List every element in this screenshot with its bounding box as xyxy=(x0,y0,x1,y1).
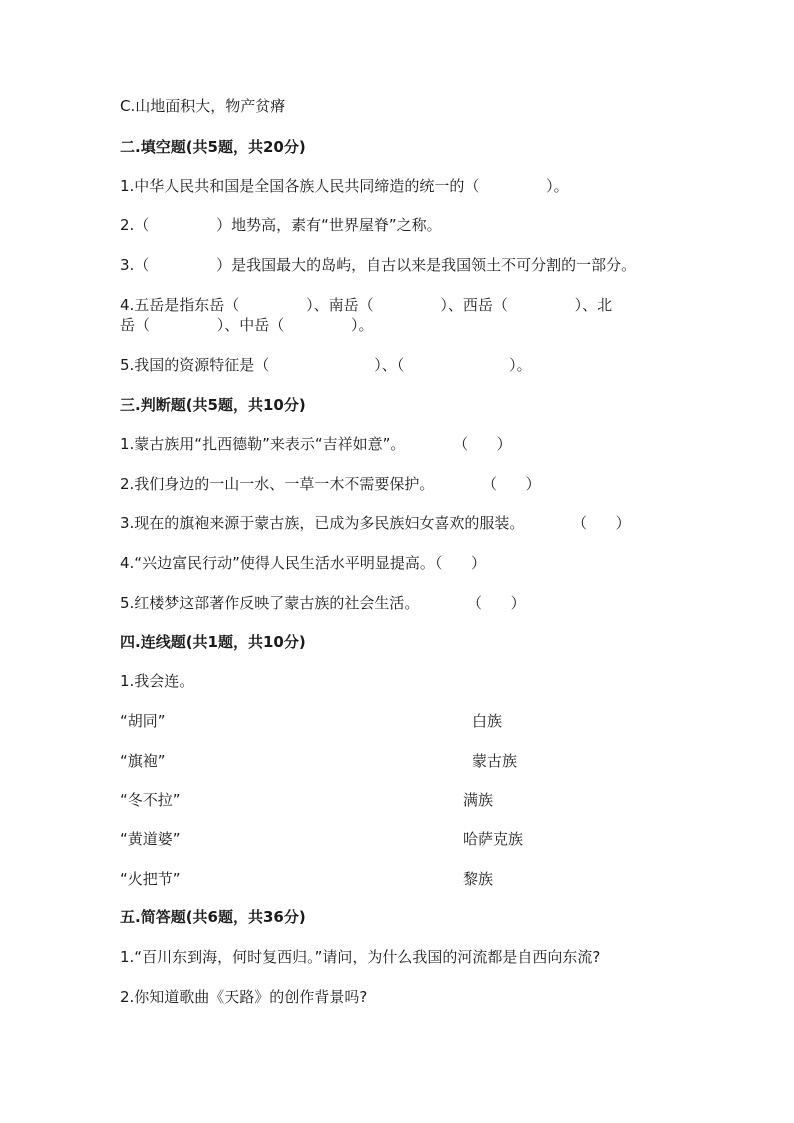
judge-question-4: 4.“兴边富民行动”使得人民生活水平明显提高。（ ） xyxy=(120,554,486,572)
match-right-item: 黎族 xyxy=(463,870,494,888)
section-3-heading: 三.判断题(共5题，共10分) xyxy=(120,396,306,414)
fill-question-3: 3.（ ）是我国最大的岛屿，自古以来是我国领土不可分割的一部分。 xyxy=(120,256,637,274)
match-left-item: “冬不拉” xyxy=(120,791,181,809)
judge-question-3: 3.现在的旗袍来源于蒙古族，已成为多民族妇女喜欢的服装。 （ ） xyxy=(120,514,631,532)
match-right-item: 哈萨克族 xyxy=(463,830,524,848)
match-right-item: 满族 xyxy=(463,791,494,809)
fill-question-2: 2.（ ）地势高，素有“世界屋脊”之称。 xyxy=(120,216,442,234)
judge-question-5: 5.红楼梦这部著作反映了蒙古族的社会生活。 （ ） xyxy=(120,594,526,612)
match-left-item: “胡同” xyxy=(120,712,166,730)
judge-question-1: 1.蒙古族用“扎西德勒”来表示“吉祥如意”。 （ ） xyxy=(120,435,512,453)
section-4-heading: 四.连线题(共1题，共10分) xyxy=(120,633,306,651)
section-2-heading: 二.填空题(共5题，共20分) xyxy=(120,138,306,156)
short-answer-question-2: 2.你知道歌曲《天路》的创作背景吗? xyxy=(120,988,368,1006)
fill-question-5: 5.我国的资源特征是（ ）、（ ）。 xyxy=(120,356,532,374)
match-left-item: “黄道婆” xyxy=(120,830,181,848)
match-right-item: 蒙古族 xyxy=(472,752,518,770)
option-c-text: C.山地面积大，物产贫瘠 xyxy=(120,97,286,115)
match-right-item: 白族 xyxy=(472,712,503,730)
fill-question-1: 1.中华人民共和国是全国各族人民共同缔造的统一的（ ）。 xyxy=(120,177,569,195)
judge-question-2: 2.我们身边的一山一水、一草一木不需要保护。 （ ） xyxy=(120,475,541,493)
short-answer-question-1: 1.“百川东到海，何时复西归。”请问，为什么我国的河流都是自西向东流? xyxy=(120,948,601,966)
section-5-heading: 五.简答题(共6题，共36分) xyxy=(120,908,306,926)
match-prompt: 1.我会连。 xyxy=(120,672,195,690)
fill-question-4-line-2: 岳（ ）、中岳（ ）。 xyxy=(120,316,374,334)
match-left-item: “火把节” xyxy=(120,870,181,888)
match-left-item: “旗袍” xyxy=(120,752,166,770)
fill-question-4-line-1: 4.五岳是指东岳（ ）、南岳（ ）、西岳（ ）、北 xyxy=(120,296,613,314)
